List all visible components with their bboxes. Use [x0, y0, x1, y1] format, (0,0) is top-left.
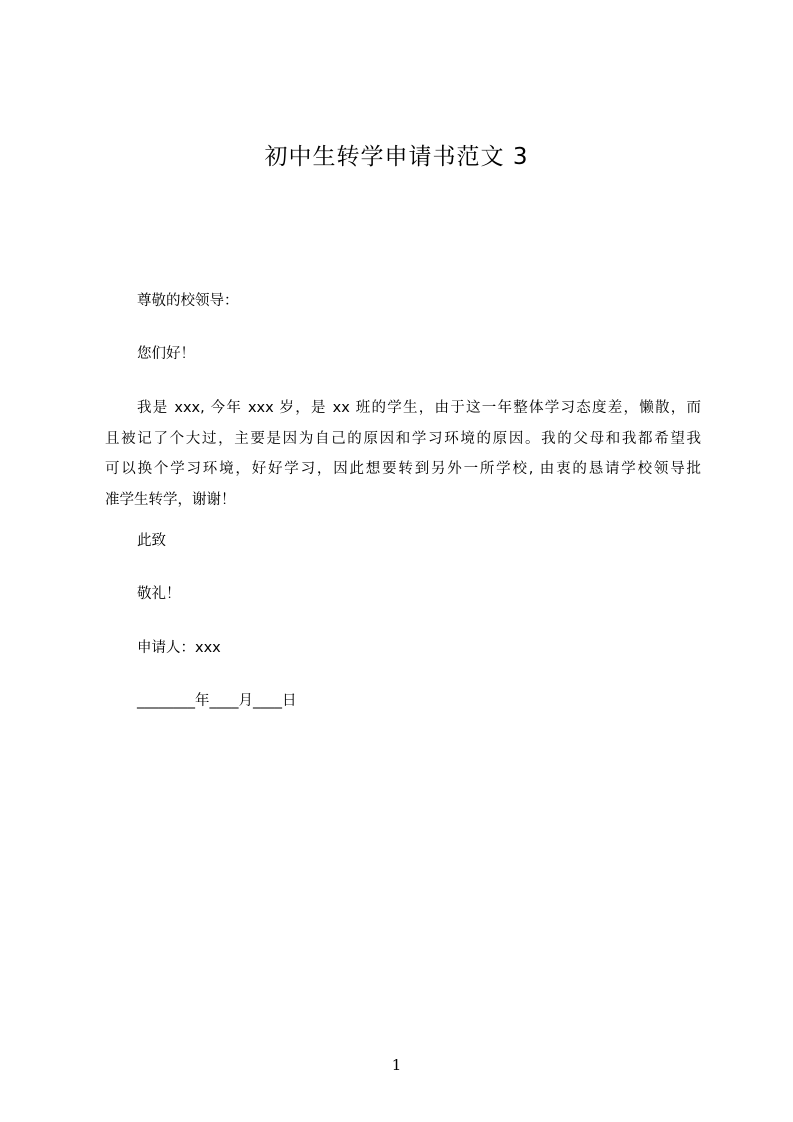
body-line: 可以换个学习环境，好好学习，因此想要转到另外一所学校, 由衷的恳请学校领导批 — [105, 461, 701, 477]
salutation: 尊敬的校领导： — [137, 293, 239, 309]
page-number: 1 — [391, 1056, 402, 1074]
body-line: 且被记了个大过，主要是因为自己的原因和学习环境的原因。我的父母和我都希望我 — [105, 430, 701, 447]
date-line: ________年____月____日 — [137, 693, 297, 709]
closing-line-2: 敬礼！ — [137, 586, 181, 602]
body-paragraph — [105, 398, 701, 520]
closing-line-1: 此致 — [137, 533, 166, 549]
applicant-line: 申请人：xxx — [137, 640, 221, 656]
document-title: 初中生转学申请书范文 3 — [264, 144, 529, 170]
body-line: 准学生转学，谢谢！ — [105, 491, 236, 508]
greeting: 您们好！ — [137, 346, 195, 362]
body-line: 我是 xxx, 今年 xxx 岁，是 xx 班的学生，由于这一年整体学习态度差，懒散，而 — [137, 400, 701, 416]
